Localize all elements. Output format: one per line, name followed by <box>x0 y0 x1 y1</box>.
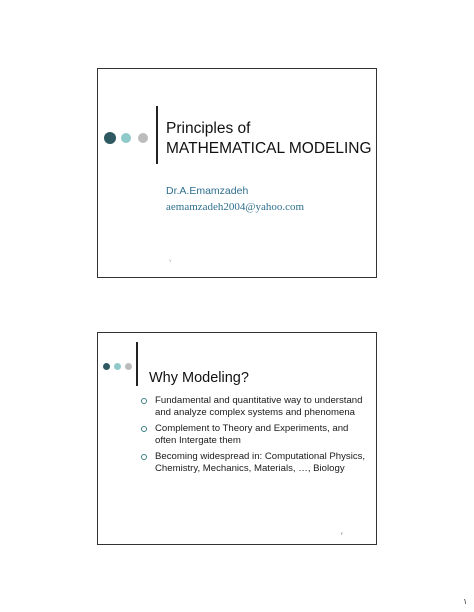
bullet-ring-icon <box>141 454 147 460</box>
author-name: Dr.A.Emamzadeh <box>166 185 249 197</box>
decorative-dot-dark <box>103 363 110 370</box>
bullet-text: Fundamental and quantitative way to understand and analyze complex systems and phenomena <box>155 395 363 418</box>
decorative-dot-teal <box>121 133 131 143</box>
author-email: aemamzadeh2004@yahoo.com <box>166 201 305 213</box>
decorative-dot-dark <box>104 132 116 144</box>
slide-1-title-line-1: Principles of <box>166 120 251 137</box>
bullet-text: Complement to Theory and Experiments, and often Intergate them <box>155 423 349 446</box>
slide-1-title-line-2: MATHEMATICAL MODELING <box>166 140 372 157</box>
decorative-dot-gray <box>138 133 148 143</box>
bullet-list <box>140 395 370 479</box>
bullet-item <box>140 451 370 475</box>
decorative-dot-teal <box>114 363 121 370</box>
slide-2-title: Why Modeling? <box>149 370 249 386</box>
slide-2 <box>97 332 377 545</box>
slide-1 <box>97 68 377 278</box>
page-number: ١ <box>463 597 468 606</box>
slide-2-number: ٢ <box>341 531 344 536</box>
decorative-dot-gray <box>125 363 132 370</box>
bullet-item <box>140 395 370 419</box>
bullet-text: Becoming widespread in: Computational Physics, Chemistry, Mechanics, Materials, …, Biology <box>155 451 366 474</box>
title-divider-bar <box>136 342 138 386</box>
bullet-ring-icon <box>141 426 147 432</box>
bullet-item <box>140 423 370 447</box>
title-divider-bar <box>156 106 158 164</box>
slide-1-number: ١ <box>169 258 172 263</box>
bullet-ring-icon <box>141 398 147 404</box>
